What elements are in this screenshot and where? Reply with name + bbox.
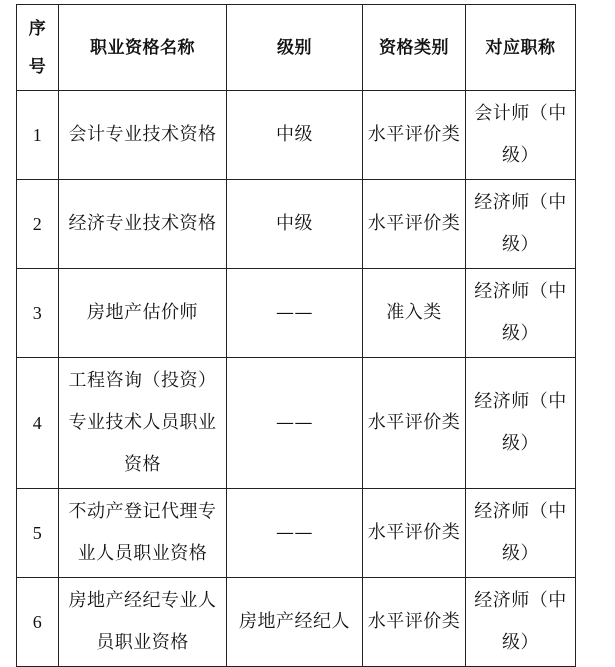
cell-title: 经济师（中级） [466, 358, 576, 489]
cell-level: 房地产经纪人 [227, 578, 363, 667]
cell-name: 房地产估价师 [59, 269, 227, 358]
cell-category: 水平评价类 [363, 489, 466, 578]
table-row [17, 269, 576, 358]
table-header-row [17, 5, 576, 91]
cell-category: 水平评价类 [363, 91, 466, 180]
cell-level: 中级 [227, 180, 363, 269]
table-row [17, 91, 576, 180]
qualification-table [16, 4, 576, 667]
cell-seq: 6 [17, 578, 59, 667]
table-row [17, 180, 576, 269]
cell-category: 水平评价类 [363, 358, 466, 489]
header-seq: 序号 [17, 5, 59, 91]
cell-seq: 2 [17, 180, 59, 269]
cell-seq: 5 [17, 489, 59, 578]
cell-category: 水平评价类 [363, 578, 466, 667]
cell-level: —— [227, 489, 363, 578]
header-level: 级别 [227, 5, 363, 91]
cell-name: 会计专业技术资格 [59, 91, 227, 180]
header-title: 对应职称 [466, 5, 576, 91]
cell-category: 水平评价类 [363, 180, 466, 269]
cell-category: 准入类 [363, 269, 466, 358]
table-row [17, 489, 576, 578]
cell-name: 不动产登记代理专业人员职业资格 [59, 489, 227, 578]
cell-title: 经济师（中级） [466, 578, 576, 667]
cell-seq: 1 [17, 91, 59, 180]
cell-level: —— [227, 358, 363, 489]
cell-name: 经济专业技术资格 [59, 180, 227, 269]
cell-title: 经济师（中级） [466, 180, 576, 269]
cell-seq: 3 [17, 269, 59, 358]
cell-level: 中级 [227, 91, 363, 180]
cell-seq: 4 [17, 358, 59, 489]
table-row [17, 358, 576, 489]
cell-title: 经济师（中级） [466, 269, 576, 358]
header-name: 职业资格名称 [59, 5, 227, 91]
cell-title: 会计师（中级） [466, 91, 576, 180]
header-category: 资格类别 [363, 5, 466, 91]
cell-level: —— [227, 269, 363, 358]
table-row [17, 578, 576, 667]
cell-title: 经济师（中级） [466, 489, 576, 578]
cell-name: 工程咨询（投资）专业技术人员职业资格 [59, 358, 227, 489]
cell-name: 房地产经纪专业人员职业资格 [59, 578, 227, 667]
